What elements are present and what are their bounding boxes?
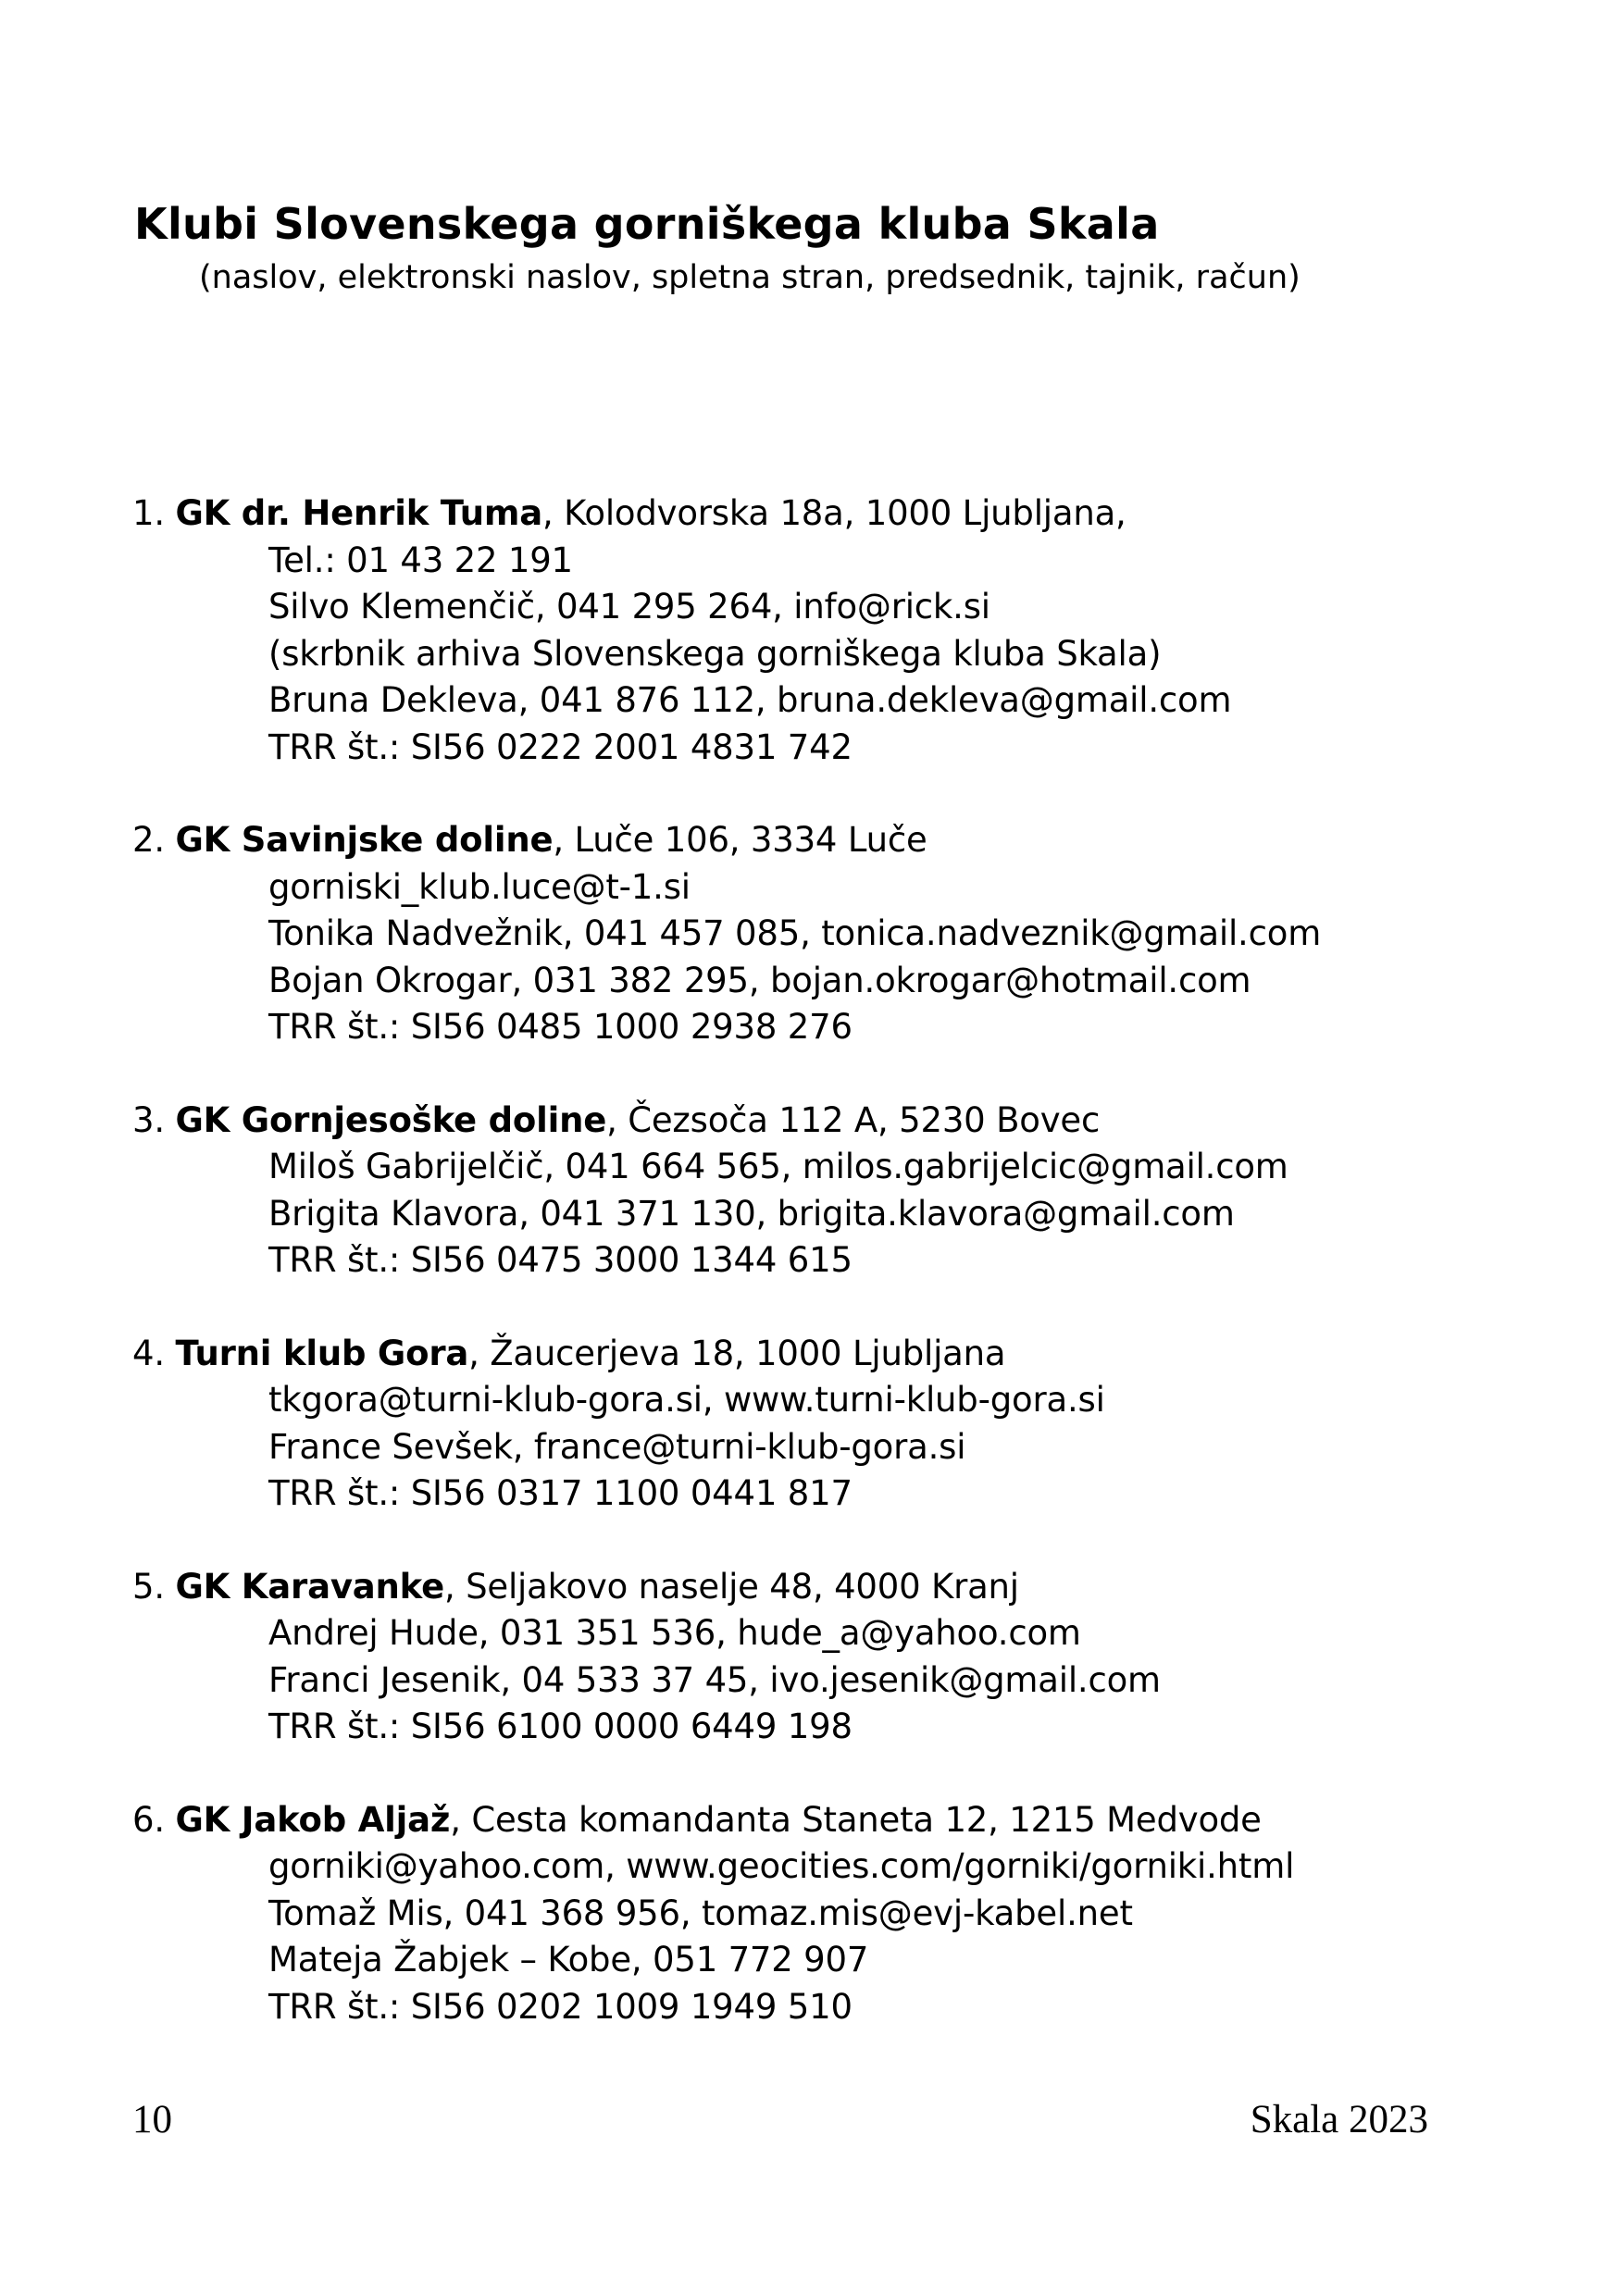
- club-address: , Luče 106, 3334 Luče: [553, 820, 927, 860]
- club-entry: [132, 1564, 1502, 1751]
- club-detail-line: gorniski_klub.luce@t-1.si: [268, 866, 691, 907]
- club-detail-line: (skrbnik arhiva Slovenskega gorniškega kluba Skala): [268, 633, 1162, 674]
- club-detail-line: TRR št.: SI56 0202 1009 1949 510: [268, 1986, 853, 2027]
- publication-title: Skala 2023: [1250, 2098, 1428, 2141]
- club-detail-line: TRR št.: SI56 6100 0000 6449 198: [268, 1706, 853, 1746]
- club-entry: [132, 1098, 1502, 1285]
- club-detail-line: TRR št.: SI56 0475 3000 1344 615: [268, 1240, 853, 1280]
- club-name: GK Gornjesoške doline: [175, 1099, 607, 1140]
- club-detail-line: France Sevšek, france@turni-klub-gora.si: [268, 1426, 966, 1467]
- club-name: GK Jakob Aljaž: [175, 1799, 451, 1840]
- club-header: [132, 490, 1502, 538]
- club-entry: [132, 1331, 1502, 1518]
- page-number: 10: [132, 2098, 172, 2141]
- club-detail-line: Bojan Okrogar, 031 382 295, bojan.okrogar@hotmail.com: [268, 960, 1251, 1000]
- club-number: 6.: [132, 1799, 165, 1840]
- club-list: [132, 490, 1502, 2077]
- club-detail-line: Silvo Klemenčič, 041 295 264, info@rick.si: [268, 587, 990, 627]
- club-detail-line: TRR št.: SI56 0317 1100 0441 817: [268, 1473, 853, 1513]
- club-address: , Žaucerjeva 18, 1000 Ljubljana: [468, 1333, 1006, 1373]
- club-detail-line: tkgora@turni-klub-gora.si, www.turni-klub-gora.si: [268, 1380, 1105, 1420]
- club-header: [132, 1797, 1502, 1844]
- club-name: Turni klub Gora: [175, 1333, 469, 1373]
- club-detail-line: Tonika Nadvežnik, 041 457 085, tonica.nadveznik@gmail.com: [268, 913, 1322, 953]
- page-title: Klubi Slovenskega gorniškega kluba Skala: [134, 199, 1160, 249]
- club-detail-line: Tomaž Mis, 041 368 956, tomaz.mis@evj-kabel.net: [268, 1893, 1133, 1933]
- club-number: 4.: [132, 1333, 165, 1373]
- club-header: [132, 1564, 1502, 1611]
- club-detail-line: Mateja Žabjek – Kobe, 051 772 907: [268, 1940, 869, 1980]
- club-name: GK Karavanke: [175, 1566, 444, 1607]
- club-header: [132, 1331, 1502, 1378]
- club-detail-line: Franci Jesenik, 04 533 37 45, ivo.jesenik@gmail.com: [268, 1659, 1161, 1700]
- club-name: GK dr. Henrik Tuma: [175, 493, 543, 533]
- club-address: , Čezsoča 112 A, 5230 Bovec: [606, 1099, 1101, 1140]
- club-number: 1.: [132, 493, 165, 533]
- club-detail-line: Bruna Dekleva, 041 876 112, bruna.dekleva@gmail.com: [268, 680, 1232, 720]
- club-entry: [132, 490, 1502, 771]
- club-entry: [132, 1797, 1502, 2031]
- club-detail-line: Brigita Klavora, 041 371 130, brigita.klavora@gmail.com: [268, 1193, 1235, 1234]
- club-header: [132, 817, 1502, 864]
- club-number: 2.: [132, 820, 165, 860]
- club-number: 5.: [132, 1566, 165, 1607]
- club-detail-line: Tel.: 01 43 22 191: [268, 540, 573, 580]
- club-address: , Cesta komandanta Staneta 12, 1215 Medvode: [450, 1799, 1262, 1840]
- club-detail-line: TRR št.: SI56 0485 1000 2938 276: [268, 1007, 853, 1047]
- club-detail-line: Andrej Hude, 031 351 536, hude_a@yahoo.com: [268, 1613, 1081, 1653]
- club-header: [132, 1098, 1502, 1145]
- club-address: , Seljakovo naselje 48, 4000 Kranj: [443, 1566, 1019, 1607]
- club-entry: [132, 817, 1502, 1051]
- club-detail-line: gorniki@yahoo.com, www.geocities.com/gorniki/gorniki.html: [268, 1846, 1295, 1886]
- page-subtitle: (naslov, elektronski naslov, spletna stran, predsednik, tajnik, račun): [199, 259, 1301, 296]
- club-detail-line: TRR št.: SI56 0222 2001 4831 742: [268, 726, 853, 767]
- club-name: GK Savinjske doline: [175, 820, 554, 860]
- club-number: 3.: [132, 1099, 165, 1140]
- club-detail-line: Miloš Gabrijelčič, 041 664 565, milos.gabrijelcic@gmail.com: [268, 1147, 1288, 1186]
- club-address: , Kolodvorska 18a, 1000 Ljubljana,: [542, 493, 1126, 533]
